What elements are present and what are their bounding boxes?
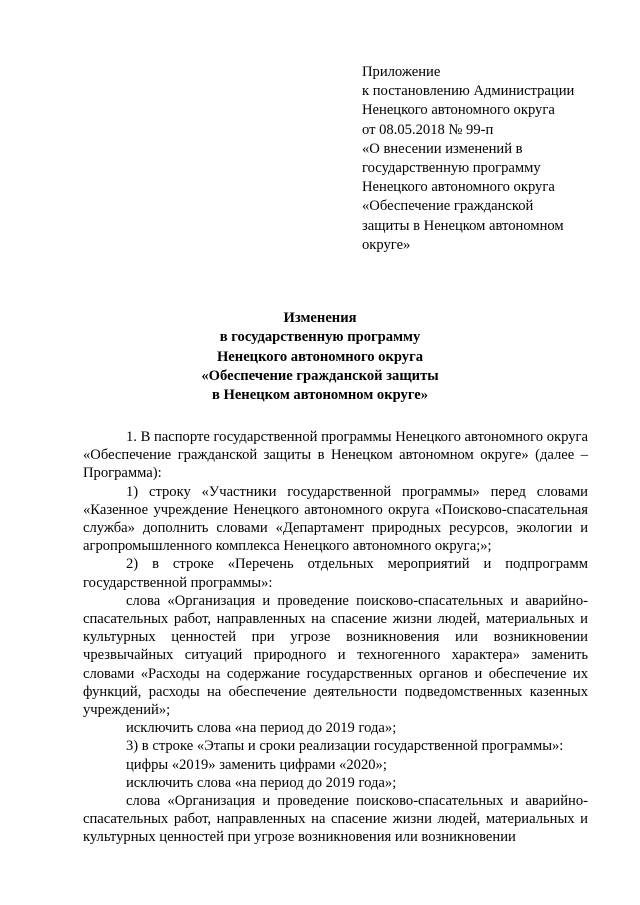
title-line: в Ненецком автономном округе» (211, 387, 429, 404)
title-line: «Обеспечение гражданской защиты (201, 367, 439, 384)
appendix-line: «О внесении изменений в (362, 140, 523, 157)
title-line: в государственную программу (219, 329, 421, 346)
body-paragraph: цифры «2019» заменить цифрами «2020»; (126, 756, 387, 773)
body-paragraph: 3) в строке «Этапы и сроки реализации государственной программы»: (126, 738, 564, 755)
appendix-line: «Обеспечение гражданской (362, 198, 534, 215)
appendix-line: округе» (362, 236, 411, 253)
appendix-line: защиты в Ненецком автономном (362, 217, 564, 234)
appendix-line: от 08.05.2018 № 99-п (362, 121, 494, 138)
body-paragraph: слова «Организация и проведение поисково-спасательных и аварийно-спасательных работ, направленных на спасение жизни людей, материальных и культурных ценностей при угрозе возникновения или возникновении чрезвычайных ситуаций природного и техногенного характера» заменить словами «Расходы на содержание государственных органов и обеспечение их функций, расходы на обеспечение деятельности подведомственных казенных учреждений»; (83, 592, 588, 719)
appendix-line: к постановлению Администрации (362, 83, 575, 100)
title-line: Ненецкого автономного округа (216, 348, 424, 365)
appendix-line: Ненецкого автономного округа (362, 102, 555, 119)
title-line: Изменения (283, 310, 357, 326)
appendix-line: Ненецкого автономного округа (362, 179, 555, 196)
appendix-line: Приложение (362, 64, 441, 80)
body-paragraph: 1. В паспорте государственной программы Ненецкого автономного округа «Обеспечение гражданской защиты в Ненецком автономном округе» (далее – Программа): (83, 429, 589, 482)
body-paragraph: 2) в строке «Перечень отдельных мероприятий и подпрограмм государственной программы»: (83, 556, 588, 591)
appendix-line: государственную программу (362, 160, 541, 177)
body-paragraph: слова «Организация и проведение поисково-спасательных и аварийно-спасательных работ, направленных на спасение жизни людей, материальных и культурных ценностей при угрозе возникновения или возникновении (83, 793, 588, 846)
document-body (83, 428, 588, 847)
document-title (0, 309, 640, 405)
body-paragraph: исключить слова «на период до 2019 года»; (126, 720, 397, 737)
body-paragraph: 1) строку «Участники государственной программы» перед словами «Казенное учреждение Ненецкого автономного округа «Поисково-спасательная служба» дополнить словами «Департамент природных ресурсов, экологии и агропромышленного комплекса Ненецкого автономного округа;»; (83, 483, 588, 555)
appendix-block (362, 63, 622, 255)
body-paragraph: исключить слова «на период до 2019 года»; (126, 774, 397, 791)
